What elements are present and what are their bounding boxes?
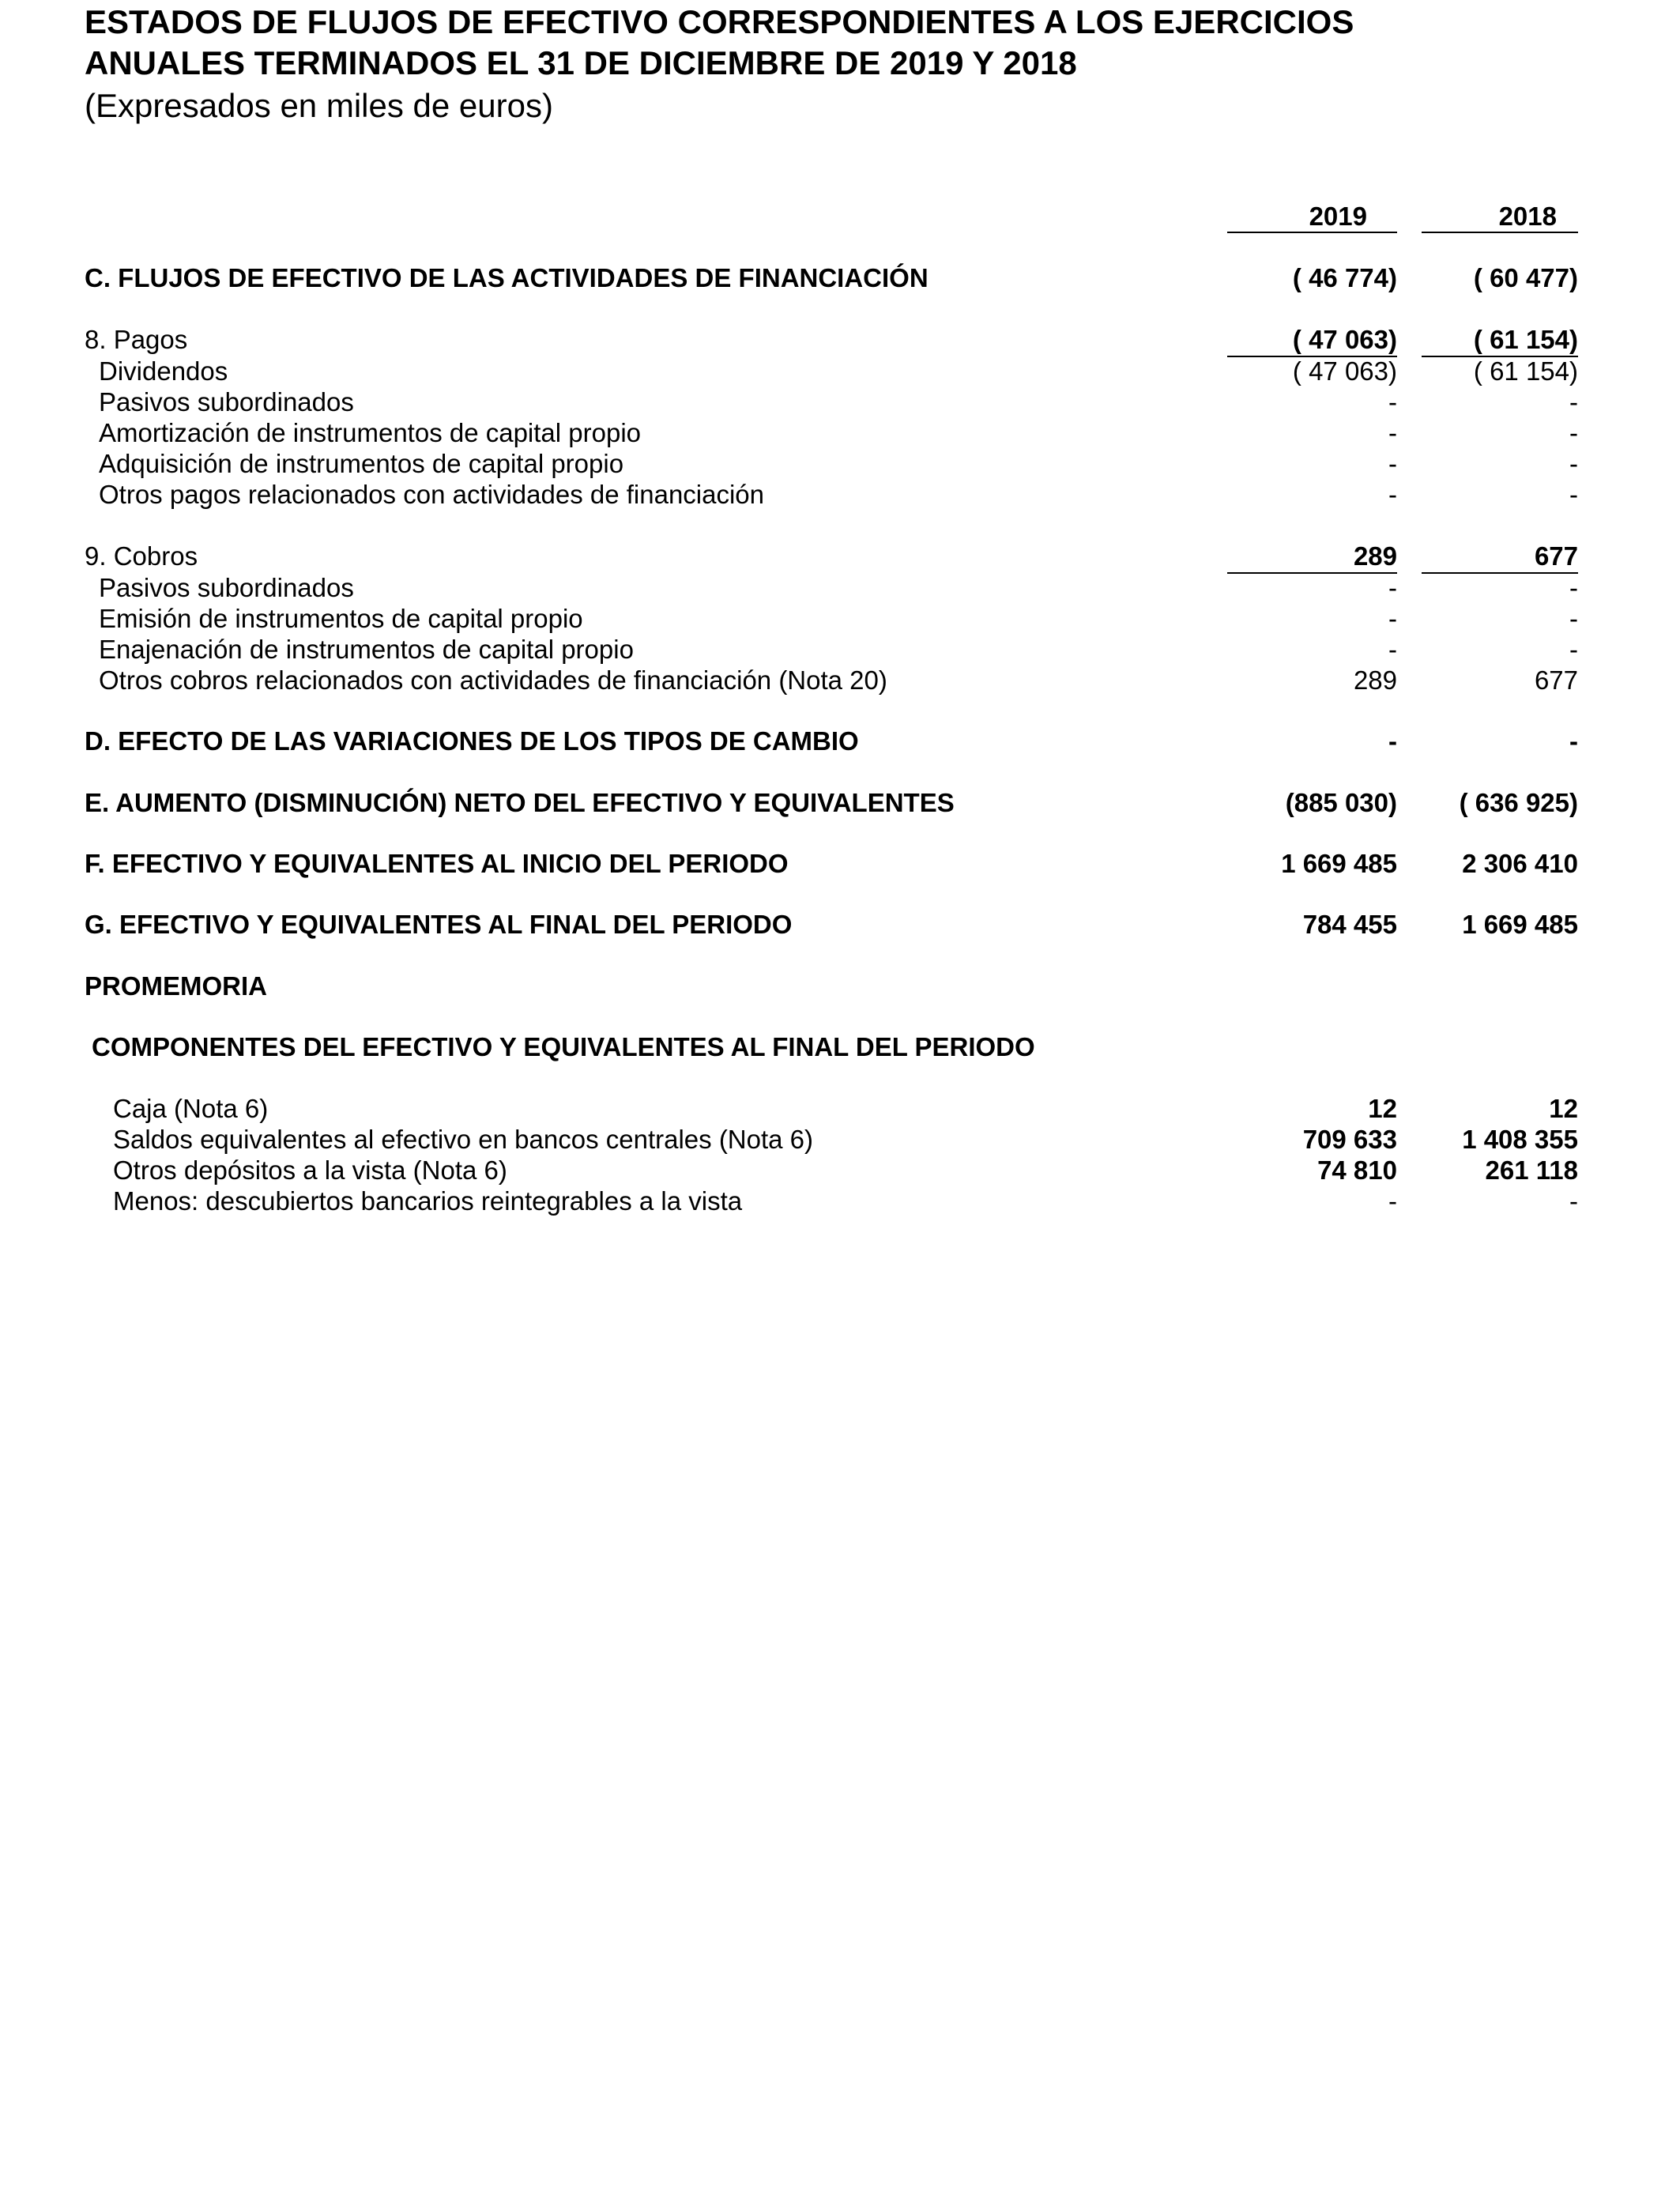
row-value-2018: - [1569,1186,1578,1216]
table-row [0,572,1680,604]
row-value-2019: - [1388,387,1397,417]
row-value-2018: ( 636 925) [1459,788,1578,817]
row-value-2019: ( 47 063) [1292,356,1397,386]
section-heading [0,1031,1680,1063]
row-label: Menos: descubiertos bancarios reintegrables a la vista [113,1186,743,1216]
row-value-2019: 1 669 485 [1281,849,1397,878]
table-row [0,417,1680,449]
row-value-2019: - [1388,604,1397,633]
row-label: C. FLUJOS DE EFECTIVO DE LAS ACTIVIDADES DE FINANCIACIÓN [85,263,929,292]
table-row [0,665,1680,696]
row-value-2019: - [1388,573,1397,602]
table-row [0,1124,1680,1155]
row-value-2018: 12 [1549,1094,1578,1123]
row-value-2018: - [1569,635,1578,664]
row-label: Pasivos subordinados [99,573,354,602]
row-value-2019: ( 47 063) [1292,325,1397,354]
promemoria-heading: PROMEMORIA [85,971,267,1001]
row-label: G. EFECTIVO Y EQUIVALENTES AL FINAL DEL PERIODO [85,910,793,939]
table-row [0,262,1680,294]
row-value-2018: - [1569,449,1578,478]
row-label: 8. Pagos [85,325,188,354]
row-label: Otros depósitos a la vista (Nota 6) [113,1155,507,1185]
row-value-2019: - [1388,635,1397,664]
row-value-2019: 289 [1353,541,1397,571]
row-label: D. EFECTO DE LAS VARIACIONES DE LOS TIPOS DE CAMBIO [85,726,859,756]
table-row [0,479,1680,511]
row-value-2019: 12 [1368,1094,1397,1123]
row-value-2019: 289 [1353,665,1397,695]
table-row [0,541,1680,572]
row-label: Enajenación de instrumentos de capital propio [99,635,634,664]
table-row [0,848,1680,880]
row-value-2018: 261 118 [1485,1155,1578,1185]
document-subtitle: (Expresados en miles de euros) [85,87,553,124]
row-label: Pasivos subordinados [99,387,354,417]
table-row [0,448,1680,480]
column-header-row [0,201,1680,232]
column-header-2019: 2019 [1309,202,1367,231]
row-value-2019: 74 810 [1317,1155,1397,1185]
row-value-2018: 677 [1534,665,1578,695]
row-label: Emisión de instrumentos de capital propio [99,604,583,633]
table-row [0,634,1680,665]
row-value-2018: ( 61 154) [1473,356,1578,386]
row-value-2018: - [1569,726,1578,756]
row-value-2018: 2 306 410 [1462,849,1578,878]
row-label: Caja (Nota 6) [113,1094,269,1123]
title-line-1: ESTADOS DE FLUJOS DE EFECTIVO CORRESPONDIENTES A LOS EJERCICIOS [85,3,1354,40]
section-heading [0,971,1680,1002]
row-label: Adquisición de instrumentos de capital propio [99,449,624,478]
table-row [0,1186,1680,1217]
row-value-2019: - [1388,418,1397,447]
row-label: E. AUMENTO (DISMINUCIÓN) NETO DEL EFECTIVO Y EQUIVALENTES [85,788,955,817]
title-line-2: ANUALES TERMINADOS EL 31 DE DICIEMBRE DE 2019 Y 2018 [85,44,1077,81]
table-row [0,1155,1680,1186]
row-value-2018: - [1569,387,1578,417]
row-value-2019: ( 46 774) [1292,263,1397,292]
document-title [85,2,1354,84]
row-label: Dividendos [99,356,228,386]
row-value-2019: 784 455 [1302,910,1397,939]
row-value-2018: 1 669 485 [1462,910,1578,939]
components-heading: COMPONENTES DEL EFECTIVO Y EQUIVALENTES AL FINAL DEL PERIODO [92,1032,1035,1061]
row-value-2018: ( 60 477) [1473,263,1578,292]
row-label: Amortización de instrumentos de capital propio [99,418,642,447]
row-value-2018: 1 408 355 [1462,1125,1578,1154]
row-value-2019: (885 030) [1285,788,1397,817]
table-row [0,1093,1680,1125]
row-label: Saldos equivalentes al efectivo en bancos centrales (Nota 6) [113,1125,814,1154]
row-label: Otros cobros relacionados con actividades de financiación (Nota 20) [99,665,887,695]
table-row [0,603,1680,635]
row-value-2019: - [1388,449,1397,478]
row-value-2019: - [1388,480,1397,509]
row-value-2018: - [1569,418,1578,447]
table-row [0,726,1680,757]
row-value-2018: - [1569,480,1578,509]
row-value-2019: - [1388,726,1397,756]
row-value-2018: - [1569,573,1578,602]
table-row [0,909,1680,941]
table-row [0,386,1680,418]
row-value-2018: 677 [1534,541,1578,571]
header-underline-2018 [1422,232,1578,233]
row-value-2018: ( 61 154) [1473,325,1578,354]
column-header-2018: 2018 [1498,202,1557,231]
row-value-2019: - [1388,1186,1397,1216]
row-label: F. EFECTIVO Y EQUIVALENTES AL INICIO DEL PERIODO [85,849,789,878]
table-row [0,356,1680,387]
row-value-2019: 709 633 [1302,1125,1397,1154]
row-value-2018: - [1569,604,1578,633]
header-underline-2019 [1227,232,1397,233]
row-label: 9. Cobros [85,541,198,571]
row-label: Otros pagos relacionados con actividades de financiación [99,480,765,509]
table-row [0,324,1680,356]
table-row [0,787,1680,819]
